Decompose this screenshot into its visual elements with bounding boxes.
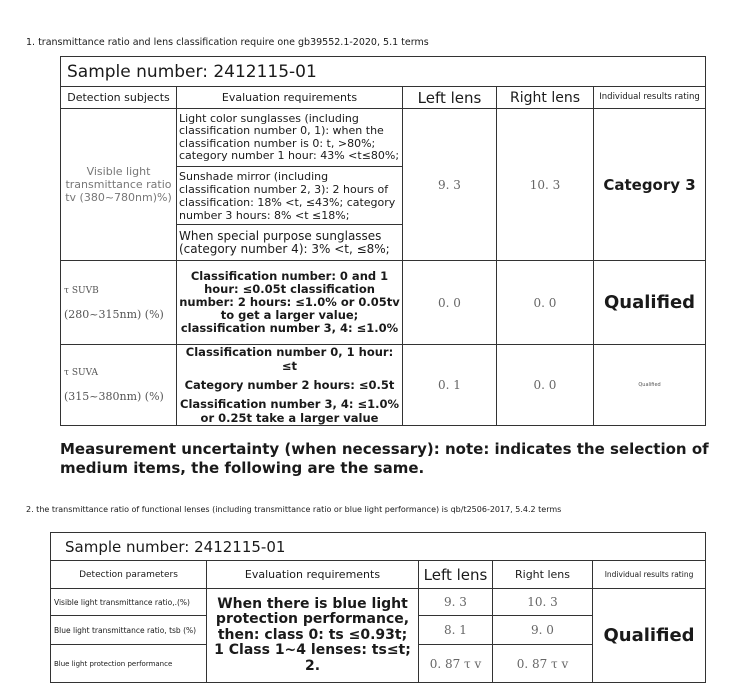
subject-uvb	[61, 261, 177, 345]
measurement-uncertainty-note: Measurement uncertainty (when necessary): note: indicates the selection of medium items, the following are the same.	[60, 440, 709, 477]
requirement-uva-line-3: Classification number 3, 4: ≤1.0% or 0.25t take a larger value	[180, 397, 399, 425]
visible-rating: Category 3	[594, 109, 706, 261]
uva-range: (315~380nm) (%)	[64, 390, 164, 403]
requirement-blue-light: When there is blue light protection performance, then: class 0: ts ≤0.93t; 1 Class 1~4 lenses: ts≤t; 2.	[207, 589, 419, 683]
header-left-lens: Left lens	[403, 87, 497, 109]
uva-symbol: τ SUVA	[64, 368, 98, 378]
header-detection-parameters: Detection parameters	[51, 561, 207, 589]
uvb-left-value: 0. 0	[403, 261, 497, 345]
header-left-lens-2: Left lens	[419, 561, 493, 589]
header-right-lens: Right lens	[497, 87, 594, 109]
sample-number-2: Sample number: 2412115-01	[51, 533, 706, 561]
subject-visible-line-1: Visible light	[86, 165, 151, 178]
param-visible-left: 9. 3	[419, 589, 493, 616]
header-detection-subjects: Detection subjects	[61, 87, 177, 109]
param-blue-right: 9. 0	[493, 616, 593, 645]
header-results-rating-2: Individual results rating	[593, 561, 706, 589]
uvb-range: (280~315nm) (%)	[64, 307, 164, 321]
subject-visible-light	[61, 109, 177, 261]
subject-visible-line-2: transmittance ratio	[65, 178, 172, 191]
subject-visible-line-3: tv (380~780nm)%)	[65, 191, 172, 204]
section1-heading: 1. transmittance ratio and lens classification require one gb39552.1-2020, 5.1 terms	[26, 37, 429, 48]
section2-heading: 2. the transmittance ratio of functional lenses (including transmittance ratio or blue light performance) is qb/t2506-2017, 5.4.2 terms	[26, 505, 562, 514]
param-blue-light-protection: Blue light protection performance	[51, 645, 207, 683]
param-protection-left: 0. 87 τ v	[419, 645, 493, 683]
param-visible-light: Visible light transmittance ratio,.(%)	[51, 589, 207, 616]
param-blue-light-transmittance: Blue light transmittance ratio, tsb (%)	[51, 616, 207, 645]
header-right-lens-2: Right lens	[493, 561, 593, 589]
header-evaluation-requirements-2: Evaluation requirements	[207, 561, 419, 589]
param-visible-right: 10. 3	[493, 589, 593, 616]
requirement-sunshade: Sunshade mirror (including classification number 2, 3): 2 hours of classification: 18% <t, ≤43%; category number 3 hours: 8% <t ≤18%;	[177, 167, 403, 225]
uva-rating: Qualified	[594, 345, 706, 426]
header-evaluation-requirements: Evaluation requirements	[177, 87, 403, 109]
requirement-uvb: Classification number: 0 and 1 hour: ≤0.05t classification number: 2 hours: ≤1.0% or 0.05tv to get a larger value; classification number 3, 4: ≤1.0%	[177, 261, 403, 345]
requirement-uva	[177, 345, 403, 426]
uvb-right-value: 0. 0	[497, 261, 594, 345]
subject-uva	[61, 345, 177, 426]
param-protection-right: 0. 87 τ v	[493, 645, 593, 683]
functional-lens-table	[50, 532, 706, 683]
visible-right-value: 10. 3	[497, 109, 594, 261]
param-blue-left: 8. 1	[419, 616, 493, 645]
requirement-special-purpose: When special purpose sunglasses (category number 4): 3% <t, ≤8%;	[177, 225, 403, 261]
blue-light-rating: Qualified	[593, 589, 706, 683]
transmittance-table	[60, 56, 706, 426]
requirement-uva-line-2: Category number 2 hours: ≤0.5t	[184, 378, 395, 392]
header-results-rating: Individual results rating	[594, 87, 706, 109]
uvb-symbol: τ SUVB	[64, 285, 99, 296]
sample-number: Sample number: 2412115-01	[61, 57, 706, 87]
visible-left-value: 9. 3	[403, 109, 497, 261]
uva-left-value: 0. 1	[403, 345, 497, 426]
uvb-rating: Qualified	[594, 261, 706, 345]
requirement-light-color: Light color sunglasses (including classification number 0, 1): when the classification number is 0: t, >80%; category number 1 hour: 43% <t≤80%;	[177, 109, 403, 167]
uva-right-value: 0. 0	[497, 345, 594, 426]
requirement-uva-line-1: Classification number 0, 1 hour: ≤t	[185, 345, 394, 373]
